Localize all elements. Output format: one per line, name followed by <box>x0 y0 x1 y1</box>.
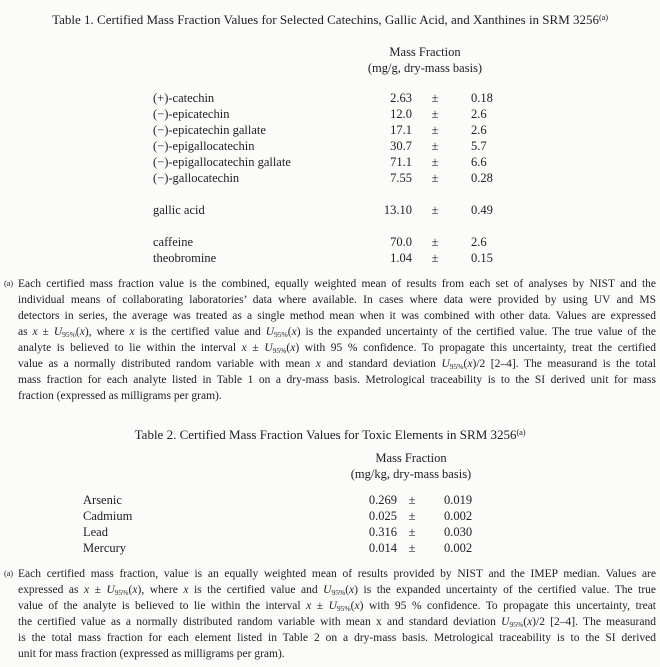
analyte-name: (−)-epicatechin <box>153 107 230 121</box>
table2-title-footnote-ref: (a) <box>516 427 526 437</box>
footnote-line: individual means of collaborating laboratories’ data where available. In cases where data were provided by using UV and MS <box>18 294 656 306</box>
element-name: Arsenic <box>83 493 122 507</box>
table-row <box>153 154 518 170</box>
mass-fraction-value: 70.0 <box>390 235 412 249</box>
footnote-line: expressed as $x \pm U_{95\%}(x)$, where x is the certified value and $U_{95\%}(x)$ is the expanded uncertainty of the certified value. The true <box>18 584 656 597</box>
element-name: Cadmium <box>83 509 133 523</box>
analyte-name: gallic acid <box>153 203 205 217</box>
table-row <box>153 234 518 250</box>
table1-body <box>153 90 518 266</box>
plus-minus-sign: ± <box>431 123 439 137</box>
mass-fraction-value: 13.10 <box>383 203 412 217</box>
table1-column-header <box>325 44 525 76</box>
mass-fraction-value: 0.316 <box>368 525 397 539</box>
table-row <box>153 90 518 106</box>
analyte-name: (−)-epigallocatechin <box>153 139 255 153</box>
footnote-line: detectors in series, the average was treated as a single method mean when it was combined with other data. Values are expressed <box>18 310 656 322</box>
mass-fraction-value: 12.0 <box>390 107 412 121</box>
table-row <box>83 524 487 540</box>
table2-title <box>0 427 660 444</box>
table1-title-text: Table 1. Certified Mass Fraction Values for Selected Catechins, Gallic Acid, and Xanthines in SRM 3256 <box>52 12 600 27</box>
footnote-line: the certified value as a normally distributed random variable with mean x and standard deviation $U_{95\%}(x)/2$ [2–4]. The measurand <box>18 616 656 629</box>
plus-minus-sign: ± <box>431 251 439 265</box>
footnote-line: Each certified mass fraction, value is an equally weighted mean of results provided by NIST and the IMEP median. Values are <box>18 568 656 580</box>
footnote-line: mass fraction for each analyte listed in Table 1 on a dry-mass basis. Metrological traceability is to the SI derived unit for mass <box>18 374 656 386</box>
mass-fraction-value: 71.1 <box>390 155 412 169</box>
uncertainty-value: 0.49 <box>471 203 493 217</box>
plus-minus-sign: ± <box>431 107 439 121</box>
plus-minus-sign: ± <box>431 235 439 249</box>
analyte-name: theobromine <box>153 251 217 265</box>
table1-title-footnote-ref: (a) <box>599 12 608 22</box>
table2-body <box>83 492 487 556</box>
plus-minus-sign: ± <box>408 509 416 523</box>
plus-minus-sign: ± <box>431 155 439 169</box>
footnote-line: fraction (expressed as milligrams per gram). <box>18 390 222 402</box>
uncertainty-value: 0.18 <box>471 91 493 105</box>
footnote-line: unit for mass fraction (expressed as milligrams per gram). <box>18 648 285 660</box>
uncertainty-value: 0.030 <box>444 525 473 539</box>
plus-minus-sign: ± <box>431 139 439 153</box>
table-row <box>153 122 518 138</box>
footnote-line: analyte is believed to lie within the interval $x \pm U_{95\%}(x)$ with 95 % confidence. To propagate this uncertainty, treat the certified <box>18 342 656 355</box>
mass-fraction-value: 17.1 <box>390 123 412 137</box>
mass-fraction-value: 0.025 <box>368 509 397 523</box>
plus-minus-sign: ± <box>408 493 416 507</box>
footnote-marker: (a) <box>4 278 13 288</box>
uncertainty-value: 0.28 <box>471 171 493 185</box>
mass-fraction-value: 1.04 <box>390 251 412 265</box>
row-group-gap <box>153 218 518 234</box>
analyte-name: (−)-gallocatechin <box>153 171 240 185</box>
table1-footnote <box>4 276 656 404</box>
table1-column-header-unit: (mg/g, dry-mass basis) <box>367 61 483 75</box>
uncertainty-value: 6.6 <box>471 155 487 169</box>
plus-minus-sign: ± <box>431 91 439 105</box>
table2-title-text: Table 2. Certified Mass Fraction Values for Toxic Elements in SRM 3256 <box>134 427 517 442</box>
mass-fraction-value: 0.269 <box>368 493 397 507</box>
plus-minus-sign: ± <box>431 171 439 185</box>
footnote-marker: (a) <box>4 568 13 578</box>
element-name: Mercury <box>83 541 127 555</box>
mass-fraction-value: 2.63 <box>390 91 412 105</box>
table-row <box>153 202 518 218</box>
plus-minus-sign: ± <box>431 203 439 217</box>
mass-fraction-value: 0.014 <box>368 541 397 555</box>
uncertainty-value: 2.6 <box>471 123 487 137</box>
uncertainty-value: 0.002 <box>444 509 473 523</box>
footnote-line: value as a normally distributed random variable with mean x and standard deviation $U_{95\%}(x)/2$ [2–4]. The measurand is the total <box>18 358 656 371</box>
table2-column-header-title: Mass Fraction <box>375 451 447 465</box>
element-name: Lead <box>83 525 108 539</box>
table-row <box>153 106 518 122</box>
table-row <box>83 492 487 508</box>
footnote-line: value of the analyte is believed to lie within the interval $x \pm U_{95\%}(x)$ with 95 % confidence. To propagate this uncertainty, treat <box>18 600 656 613</box>
mass-fraction-value: 7.55 <box>390 171 412 185</box>
uncertainty-value: 0.019 <box>444 493 473 507</box>
analyte-name: (−)-epicatechin gallate <box>153 123 266 137</box>
table2-footnote <box>4 566 656 662</box>
uncertainty-value: 0.15 <box>471 251 493 265</box>
table2-column-header-unit: (mg/kg, dry-mass basis) <box>350 467 472 481</box>
table-row <box>153 138 518 154</box>
footnote-line: is the total mass fraction for each element listed in Table 2 on a dry-mass basis. Metrological traceability is to the SI derived <box>18 632 656 644</box>
table1-title <box>0 12 660 29</box>
analyte-name: caffeine <box>153 235 194 249</box>
table-row <box>83 540 487 556</box>
footnote-line: Each certified mass fraction value is the combined, equally weighted mean of results from each set of analyses by NIST and the <box>18 278 656 290</box>
uncertainty-value: 2.6 <box>471 107 487 121</box>
row-group-gap <box>153 186 518 202</box>
mass-fraction-value: 30.7 <box>390 139 412 153</box>
table-row <box>153 250 518 266</box>
uncertainty-value: 0.002 <box>444 541 473 555</box>
uncertainty-value: 2.6 <box>471 235 487 249</box>
table-row <box>153 170 518 186</box>
analyte-name: (+)-catechin <box>153 91 215 105</box>
uncertainty-value: 5.7 <box>471 139 487 153</box>
table-row <box>83 508 487 524</box>
plus-minus-sign: ± <box>408 525 416 539</box>
footnote-line: as $x \pm U_{95\%}(x)$, where x is the certified value and $U_{95\%}(x)$ is the expanded uncertainty of the certified value. The true value of the <box>18 326 656 339</box>
analyte-name: (−)-epigallocatechin gallate <box>153 155 291 169</box>
plus-minus-sign: ± <box>408 541 416 555</box>
table1-column-header-title: Mass Fraction <box>389 45 461 59</box>
table2-column-header <box>311 450 511 482</box>
